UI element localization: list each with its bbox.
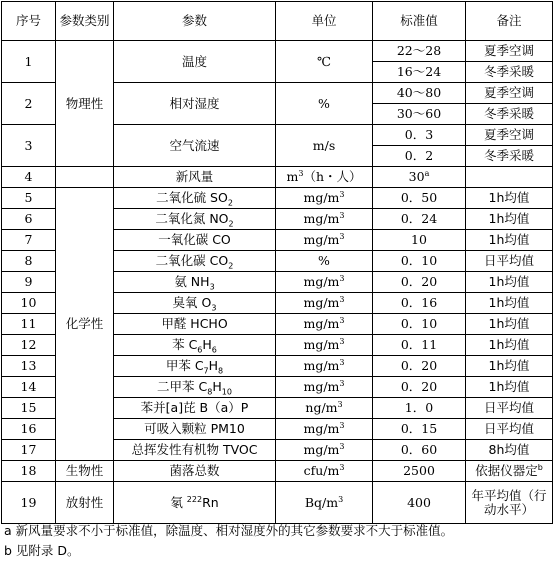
row-12-note: 1h均值	[466, 335, 553, 356]
row-19-value: 400	[373, 482, 466, 524]
row-5-note: 1h均值	[466, 188, 553, 209]
row-17-note: 8h均值	[466, 440, 553, 461]
row-3-note-summer: 夏季空调	[466, 125, 553, 146]
row-5-value: 0．50	[373, 188, 466, 209]
row-13-value: 0．20	[373, 356, 466, 377]
row-14-note: 1h均值	[466, 377, 553, 398]
row-8-param: 二氧化碳 $CO_2$	[114, 251, 276, 272]
row-7-note: 1h均值	[466, 230, 553, 251]
row-15-param: 苯并[a]芘 B（a）P	[114, 398, 276, 419]
row-1-note-summer: 夏季空调	[466, 41, 553, 62]
header-category: 参数类别	[56, 2, 114, 41]
row-19-seq: 19	[2, 482, 56, 524]
row-7-param: 一氧化碳 CO	[114, 230, 276, 251]
row-5-unit: $mg/m^3$	[276, 188, 373, 209]
row-11-note: 1h均值	[466, 314, 553, 335]
row-18-param: 菌落总数	[114, 461, 276, 482]
row-3-value-summer: 0．3	[373, 125, 466, 146]
row-10-value: 0．16	[373, 293, 466, 314]
row-16-seq: 16	[2, 419, 56, 440]
row-13-note: 1h均值	[466, 356, 553, 377]
row-12-value: 0．11	[373, 335, 466, 356]
row-19-note: 年平均值（行动水平）	[466, 482, 553, 524]
row-4-note	[466, 167, 553, 188]
header-standard: 标准值	[373, 2, 466, 41]
row-7-seq: 7	[2, 230, 56, 251]
row-17-param: 总挥发性有机物 TVOC	[114, 440, 276, 461]
row-8-seq: 8	[2, 251, 56, 272]
row-6-param: 二氧化氮 $NO_2$	[114, 209, 276, 230]
row-6-unit: $mg/m^3$	[276, 209, 373, 230]
row-8-unit: %	[276, 251, 373, 272]
category-radioactive: 放射性	[56, 482, 114, 524]
row-4-unit: $m^3(h$・人）	[276, 167, 373, 188]
row-4-param: 新风量	[114, 167, 276, 188]
row-1-value-summer: 22～28	[373, 41, 466, 62]
row-3-value-winter: 0．2	[373, 146, 466, 167]
row-15-note: 日平均值	[466, 398, 553, 419]
row-12-unit: $mg/m^3$	[276, 335, 373, 356]
category-biological: 生物性	[56, 461, 114, 482]
row-2-value-summer: 40～80	[373, 83, 466, 104]
row-1-value-winter: 16～24	[373, 62, 466, 83]
row-13-unit: $mg/m^3$	[276, 356, 373, 377]
row-9-seq: 9	[2, 272, 56, 293]
row-4-value: 30$^a$	[373, 167, 466, 188]
row-16-note: 日平均值	[466, 419, 553, 440]
row-19-param: 氡 $^{222}$Rn	[114, 482, 276, 524]
footnote-a: a 新风量要求不小于标准值，除温度、相对湿度外的其它参数要求不大于标准值。	[4, 523, 454, 538]
row-18-unit: cfu/$m^3$	[276, 461, 373, 482]
row-13-seq: 13	[2, 356, 56, 377]
row-6-note: 1h均值	[466, 209, 553, 230]
row-16-param: 可吸入颗粒 PM10	[114, 419, 276, 440]
row-5-seq: 5	[2, 188, 56, 209]
row-8-value: 0．10	[373, 251, 466, 272]
row-3-unit: m/s	[276, 125, 373, 167]
row-11-param: 甲醛 HCHO	[114, 314, 276, 335]
row-15-unit: $ng/m^3$	[276, 398, 373, 419]
row-5-param: 二氧化硫 $SO_2$	[114, 188, 276, 209]
header-parameter: 参数	[114, 2, 276, 41]
row-18-value: 2500	[373, 461, 466, 482]
row-16-unit: $mg/m^3$	[276, 419, 373, 440]
row-19-unit: $Bq/m^3$	[276, 482, 373, 524]
row-17-value: 0．60	[373, 440, 466, 461]
row-8-note: 日平均值	[466, 251, 553, 272]
row-18-seq: 18	[2, 461, 56, 482]
row-3-param: 空气流速	[114, 125, 276, 167]
row-11-unit: $mg/m^3$	[276, 314, 373, 335]
header-unit: 单位	[276, 2, 373, 41]
row-10-unit: $mg/m^3$	[276, 293, 373, 314]
row-11-value: 0．10	[373, 314, 466, 335]
row-17-unit: $mg/m^3$	[276, 440, 373, 461]
row-1-param: 温度	[114, 41, 276, 83]
row-2-note-summer: 夏季空调	[466, 83, 553, 104]
row-6-value: 0．24	[373, 209, 466, 230]
row-7-unit: $mg/m^3$	[276, 230, 373, 251]
row-14-seq: 14	[2, 377, 56, 398]
row-10-note: 1h均值	[466, 293, 553, 314]
row-15-seq: 15	[2, 398, 56, 419]
row-1-unit: ℃	[276, 41, 373, 83]
footnotes	[4, 521, 453, 561]
row-17-seq: 17	[2, 440, 56, 461]
row-11-seq: 11	[2, 314, 56, 335]
row-2-param: 相对湿度	[114, 83, 276, 125]
row-1-seq: 1	[2, 41, 56, 83]
row-18-note: 依据仪器定$^b$	[466, 461, 553, 482]
row-10-seq: 10	[2, 293, 56, 314]
row-3-note-winter: 冬季采暖	[466, 146, 553, 167]
row-14-unit: $mg/m^3$	[276, 377, 373, 398]
row-12-param: 苯 $C_6H_6$	[114, 335, 276, 356]
row-9-note: 1h均值	[466, 272, 553, 293]
row-2-value-winter: 30～60	[373, 104, 466, 125]
row-12-seq: 12	[2, 335, 56, 356]
row-3-seq: 3	[2, 125, 56, 167]
row-2-note-winter: 冬季采暖	[466, 104, 553, 125]
category-blank	[56, 167, 114, 188]
footnote-b: b 见附录 D。	[4, 543, 80, 558]
row-9-unit: $mg/m^3$	[276, 272, 373, 293]
standard-table	[1, 1, 553, 524]
row-1-note-winter: 冬季采暖	[466, 62, 553, 83]
row-9-param: 氨 $NH_3$	[114, 272, 276, 293]
header-seq: 序号	[2, 2, 56, 41]
category-physical: 物理性	[56, 41, 114, 167]
row-13-param: 甲苯 $C_7H_8$	[114, 356, 276, 377]
row-7-value: 10	[373, 230, 466, 251]
row-6-seq: 6	[2, 209, 56, 230]
row-15-value: 1．0	[373, 398, 466, 419]
row-16-value: 0．15	[373, 419, 466, 440]
row-2-seq: 2	[2, 83, 56, 125]
row-14-param: 二甲苯 $C_8H_{10}$	[114, 377, 276, 398]
row-14-value: 0．20	[373, 377, 466, 398]
row-10-param: 臭氧 $O_3$	[114, 293, 276, 314]
header-remark: 备注	[466, 2, 553, 41]
row-4-seq: 4	[2, 167, 56, 188]
row-9-value: 0．20	[373, 272, 466, 293]
row-2-unit: %	[276, 83, 373, 125]
category-chemical: 化学性	[56, 188, 114, 461]
